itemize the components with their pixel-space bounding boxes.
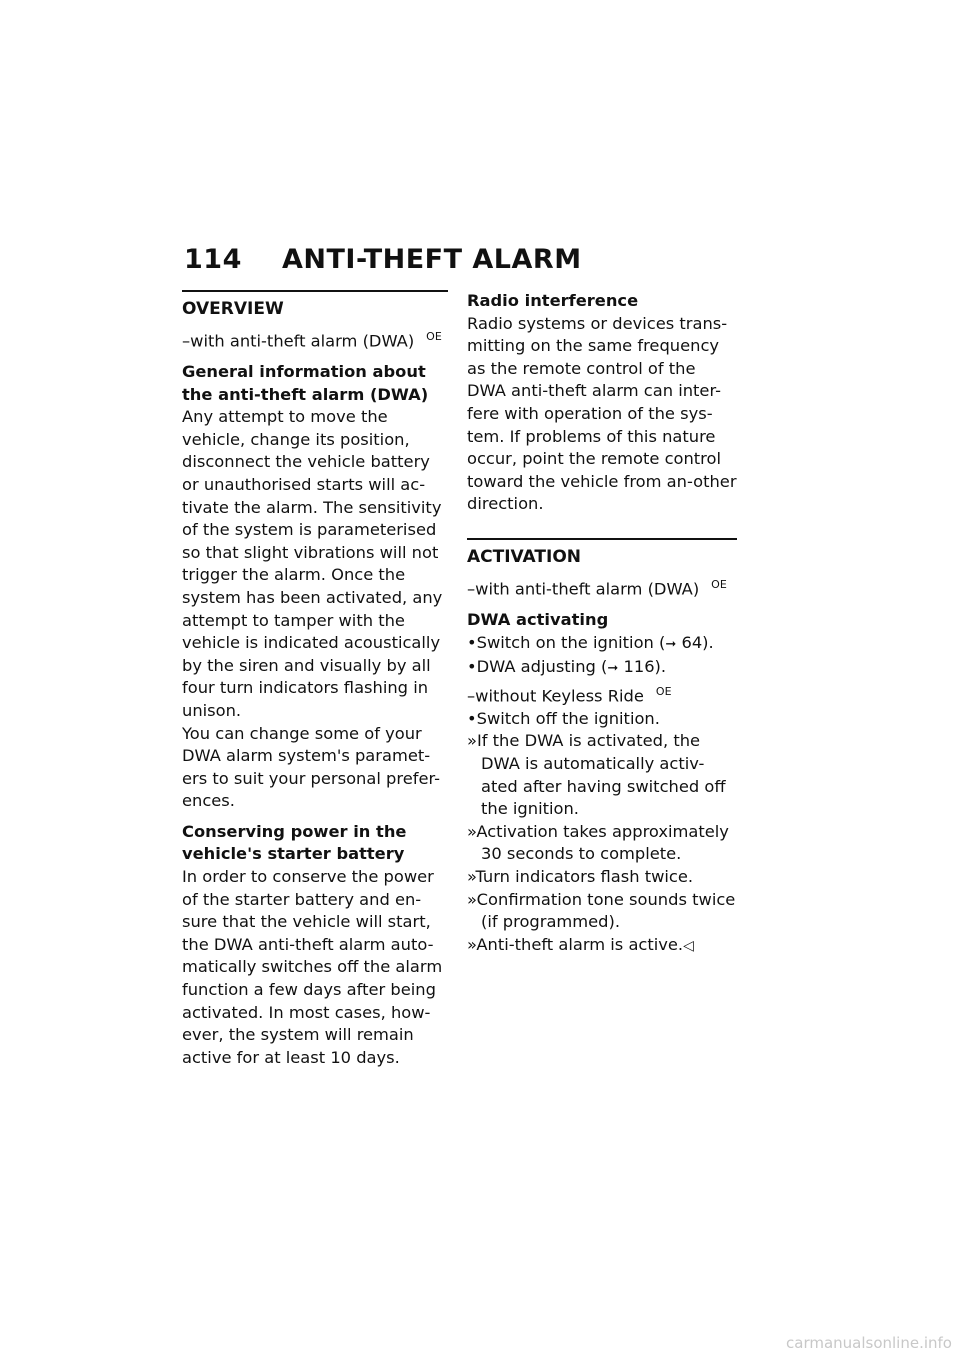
optional-equipment-mark: OE bbox=[711, 577, 727, 591]
result-item-last bbox=[467, 934, 737, 958]
radio-paragraph: Radio systems or devices trans-mitting on the same frequency as the remote control of the DWA anti-theft alarm can inter-fere with operation of the sys-tem. If problems of this nature occur, point the remote control toward the vehicle from an-other direction. bbox=[467, 313, 737, 514]
step-ignition-on bbox=[467, 632, 737, 657]
equipment-note bbox=[467, 681, 737, 708]
optional-equipment-mark: OE bbox=[426, 330, 442, 343]
power-paragraph: In order to conserve the power of the starter battery and en-sure that the vehicle will start, the DWA anti-theft alarm auto-matically switches off the alarm function a few days after being activated. In most cases, how-ever, the system will remain active for at least 10 days. bbox=[182, 867, 443, 1067]
equipment-note-text: –without Keyless Ride bbox=[467, 686, 644, 706]
step-dwa-adjusting bbox=[467, 656, 737, 681]
step-text: •DWA adjusting ( bbox=[467, 657, 608, 677]
step-ignition-off: •Switch off the ignition. bbox=[467, 708, 660, 728]
right-column bbox=[467, 290, 737, 957]
overview-title: OVERVIEW bbox=[182, 299, 284, 319]
page-reference-link[interactable]: 116). bbox=[623, 657, 667, 677]
left-column bbox=[182, 290, 448, 1069]
power-heading: Conserving power in the vehicle's starter battery bbox=[182, 821, 407, 864]
general-info-paragraph: Any attempt to move the vehicle, change its position, disconnect the vehicle battery or unauthorised starts will ac-tivate the alarm. The sensitivity of the system is parameterised so that slight vibrations will not trigger the alarm. Once the system has been activated, any attempt to tamper with the vehicle is indicated acoustically by the siren and visually by all four turn indicators flashing in unison. bbox=[182, 407, 443, 720]
page-header bbox=[184, 244, 582, 275]
page-ref-arrow-icon: ➞ bbox=[665, 636, 677, 652]
dwa-activating-heading: DWA activating bbox=[467, 609, 609, 629]
result-item: »Confirmation tone sounds twice (if programmed). bbox=[467, 889, 736, 932]
page-number: 114 bbox=[184, 244, 242, 275]
radio-heading: Radio interference bbox=[467, 291, 639, 310]
page-reference-link[interactable]: 64). bbox=[681, 632, 714, 652]
equipment-note-text: –with anti-theft alarm (DWA) bbox=[182, 331, 415, 351]
result-item: »If the DWA is activated, the DWA is automatically activ-ated after having switched off the ignition. bbox=[467, 731, 726, 819]
section-rule bbox=[467, 538, 737, 540]
section-rule bbox=[182, 290, 448, 292]
watermark: carmanualsonline.info bbox=[786, 1334, 952, 1352]
page-ref-arrow-icon: ➞ bbox=[607, 661, 619, 677]
result-text: »Anti-theft alarm is active. bbox=[467, 934, 684, 954]
general-info-heading: General information about the anti-theft alarm (DWA) bbox=[182, 362, 429, 404]
optional-equipment-mark: OE bbox=[655, 684, 672, 698]
activation-title: ACTIVATION bbox=[467, 546, 581, 567]
step-text: •Switch on the ignition ( bbox=[467, 632, 666, 652]
equipment-note bbox=[182, 326, 448, 353]
parameters-paragraph: You can change some of your DWA alarm system's paramet-ers to suit your personal prefer-ences. bbox=[182, 723, 441, 811]
result-item: »Activation takes approximately 30 seconds to complete. bbox=[467, 821, 729, 864]
end-of-section-icon: ◁ bbox=[683, 937, 694, 954]
equipment-note-text: –with anti-theft alarm (DWA) bbox=[467, 579, 700, 599]
chapter-title: ANTI-THEFT ALARM bbox=[282, 244, 582, 275]
equipment-note bbox=[467, 574, 737, 601]
result-item: »Turn indicators flash twice. bbox=[467, 866, 694, 886]
